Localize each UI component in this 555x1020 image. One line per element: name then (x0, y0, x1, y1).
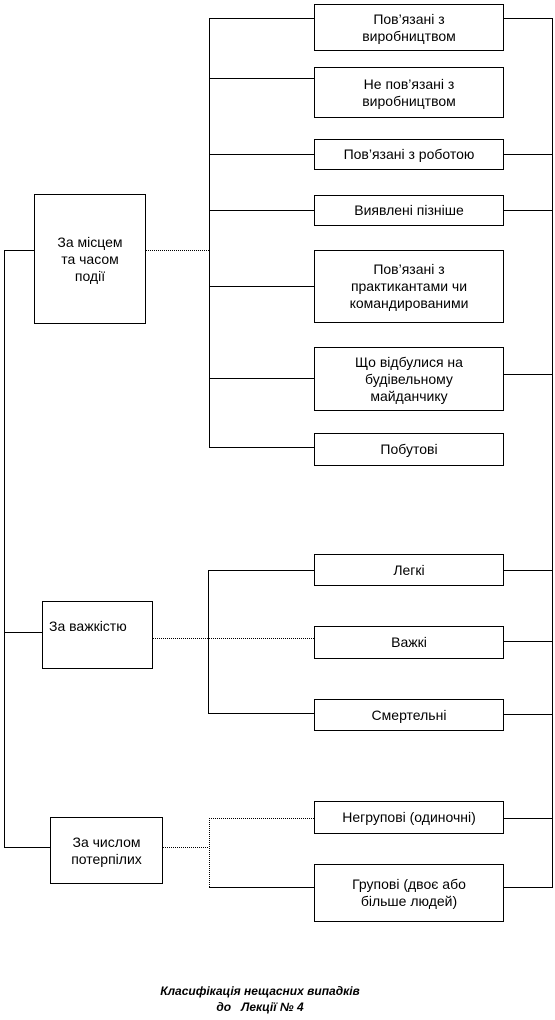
type-box-group: Групові (двоє або більше людей) (314, 864, 504, 922)
type-box-household: Побутові (314, 433, 504, 466)
type-box-discovered-later: Виявлені пізніше (314, 195, 504, 226)
type-box-interns-seconded: Пов’язані з практикантами чи командированими (314, 250, 504, 323)
category-box-victims-count: За числом потерпілих (50, 817, 163, 884)
type-box-not-production-related: Не пов’язані з виробництвом (314, 67, 504, 118)
type-box-non-group: Негрупові (одиночні) (314, 801, 504, 834)
type-box-fatal: Смертельні (314, 699, 504, 731)
type-box-construction-site: Що відбулися на будівельному майданчику (314, 347, 504, 411)
category-box-severity: За важкістю (42, 601, 153, 669)
caption-title: Класифікація нещасних випадків (160, 984, 360, 998)
type-box-work-related: Пов’язані з роботою (314, 139, 504, 170)
category-box-place-time: За місцем та часом події (34, 194, 146, 324)
caption-lecture-ref: до Лекції № 4 (216, 1000, 304, 1014)
type-box-production-related: Пов’язані з виробництвом (314, 4, 504, 51)
type-box-light: Легкі (314, 554, 504, 586)
type-box-severe: Важкі (314, 626, 504, 659)
